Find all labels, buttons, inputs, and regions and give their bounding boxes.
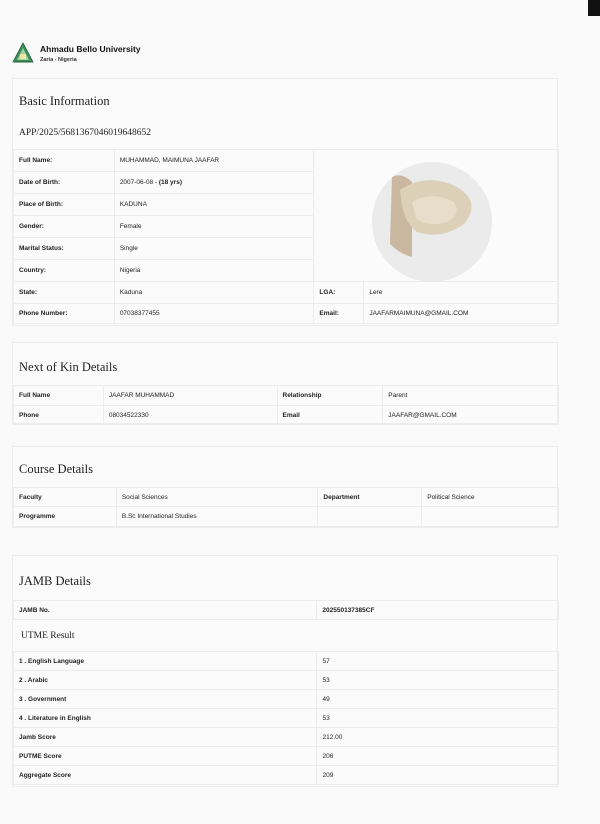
email-value: JAAFARMAIMUNA@GMAIL.COM — [364, 304, 559, 324]
subject-score: 49 — [317, 690, 559, 709]
subject-score: 53 — [317, 671, 559, 690]
subject-label: 4 . Literature in English — [14, 709, 317, 728]
table-row — [14, 507, 559, 527]
subject-label: 1 . English Language — [14, 652, 317, 671]
table-row — [14, 406, 559, 425]
dob-value — [114, 172, 314, 194]
passport-photo-cell — [314, 150, 559, 282]
kin-phone-value: 08034522330 — [103, 406, 277, 425]
kin-relationship-value: Parent — [383, 386, 559, 406]
programme-value: B.Sc International Studies — [116, 507, 318, 527]
aggregate-score-value: 209 — [317, 766, 559, 785]
utme-result-title: UTME Result — [21, 631, 75, 641]
basic-information-table — [13, 149, 559, 324]
putme-score-value: 206 — [317, 747, 559, 766]
jamb-no-value: 202550137385CF — [317, 601, 559, 620]
faculty-label: Faculty — [14, 488, 117, 507]
jamb-details-card — [12, 555, 558, 787]
subject-score: 53 — [317, 709, 559, 728]
course-details-card — [12, 446, 558, 528]
full-name-label: Full Name: — [14, 150, 115, 172]
department-label: Department — [318, 488, 422, 507]
kin-email-value: JAAFAR@GMAIL.COM — [383, 406, 559, 425]
kin-name-label: Full Name — [14, 386, 104, 406]
passport-photo — [372, 162, 492, 282]
phone-value: 07038377455 — [114, 304, 314, 324]
table-row — [14, 766, 559, 785]
marital-value: Single — [114, 238, 314, 260]
faculty-value: Social Sciences — [116, 488, 318, 507]
university-name: Ahmadu Bello University — [40, 43, 141, 54]
table-row — [14, 671, 559, 690]
next-of-kin-card — [12, 342, 558, 424]
application-number: APP/2025/5681367046019648652 — [19, 128, 151, 138]
table-row — [14, 747, 559, 766]
table-row — [14, 282, 559, 304]
aggregate-score-label: Aggregate Score — [14, 766, 317, 785]
photo-image-icon — [372, 162, 492, 282]
pob-value: KADUNA — [114, 194, 314, 216]
page-header — [12, 42, 141, 64]
lga-label: LGA: — [314, 282, 364, 304]
putme-score-label: PUTME Score — [14, 747, 317, 766]
kin-email-label: Email — [277, 406, 383, 425]
dob-label: Date of Birth: — [14, 172, 115, 194]
course-details-table — [13, 487, 559, 527]
state-value: Kaduna — [114, 282, 314, 304]
basic-information-title: Basic Information — [19, 94, 110, 108]
email-label: Email: — [314, 304, 364, 324]
subject-score: 57 — [317, 652, 559, 671]
table-row — [14, 652, 559, 671]
table-row — [14, 690, 559, 709]
table-row — [14, 709, 559, 728]
university-location: Zaria - Nigeria — [40, 56, 77, 63]
jamb-details-title: JAMB Details — [19, 574, 91, 588]
utme-result-table — [13, 651, 559, 785]
table-row — [14, 601, 559, 620]
state-label: State: — [14, 282, 115, 304]
full-name-value: MUHAMMAD, MAIMUNA JAAFAR — [114, 150, 314, 172]
phone-label: Phone Number: — [14, 304, 115, 324]
kin-name-value: JAAFAR MUHAMMAD — [103, 386, 277, 406]
table-row — [14, 150, 559, 172]
subject-label: 3 . Government — [14, 690, 317, 709]
jamb-score-label: Jamb Score — [14, 728, 317, 747]
marital-label: Marital Status: — [14, 238, 115, 260]
course-details-title: Course Details — [19, 462, 93, 476]
table-row — [14, 304, 559, 324]
university-logo-icon — [12, 42, 34, 64]
next-of-kin-table — [13, 385, 559, 425]
dob-date: 2007-06-08 - — [119, 179, 158, 186]
table-row — [14, 386, 559, 406]
gender-label: Gender: — [14, 216, 115, 238]
kin-phone-label: Phone — [14, 406, 104, 425]
dob-age: (18 yrs) — [158, 179, 182, 186]
country-label: Country: — [14, 260, 115, 282]
pob-label: Place of Birth: — [14, 194, 115, 216]
subject-label: 2 . Arabic — [14, 671, 317, 690]
department-value: Political Science — [422, 488, 559, 507]
basic-information-card — [12, 78, 558, 326]
programme-label: Programme — [14, 507, 117, 527]
kin-relationship-label: Relationship — [277, 386, 383, 406]
table-row — [14, 488, 559, 507]
next-of-kin-title: Next of Kin Details — [19, 360, 118, 374]
gender-value: Female — [114, 216, 314, 238]
jamb-score-value: 212.00 — [317, 728, 559, 747]
scan-edge-mark — [588, 0, 600, 16]
lga-value: Lere — [364, 282, 559, 304]
jamb-no-label: JAMB No. — [14, 601, 317, 620]
table-row — [14, 728, 559, 747]
country-value: Nigeria — [114, 260, 314, 282]
jamb-number-table — [13, 600, 559, 620]
